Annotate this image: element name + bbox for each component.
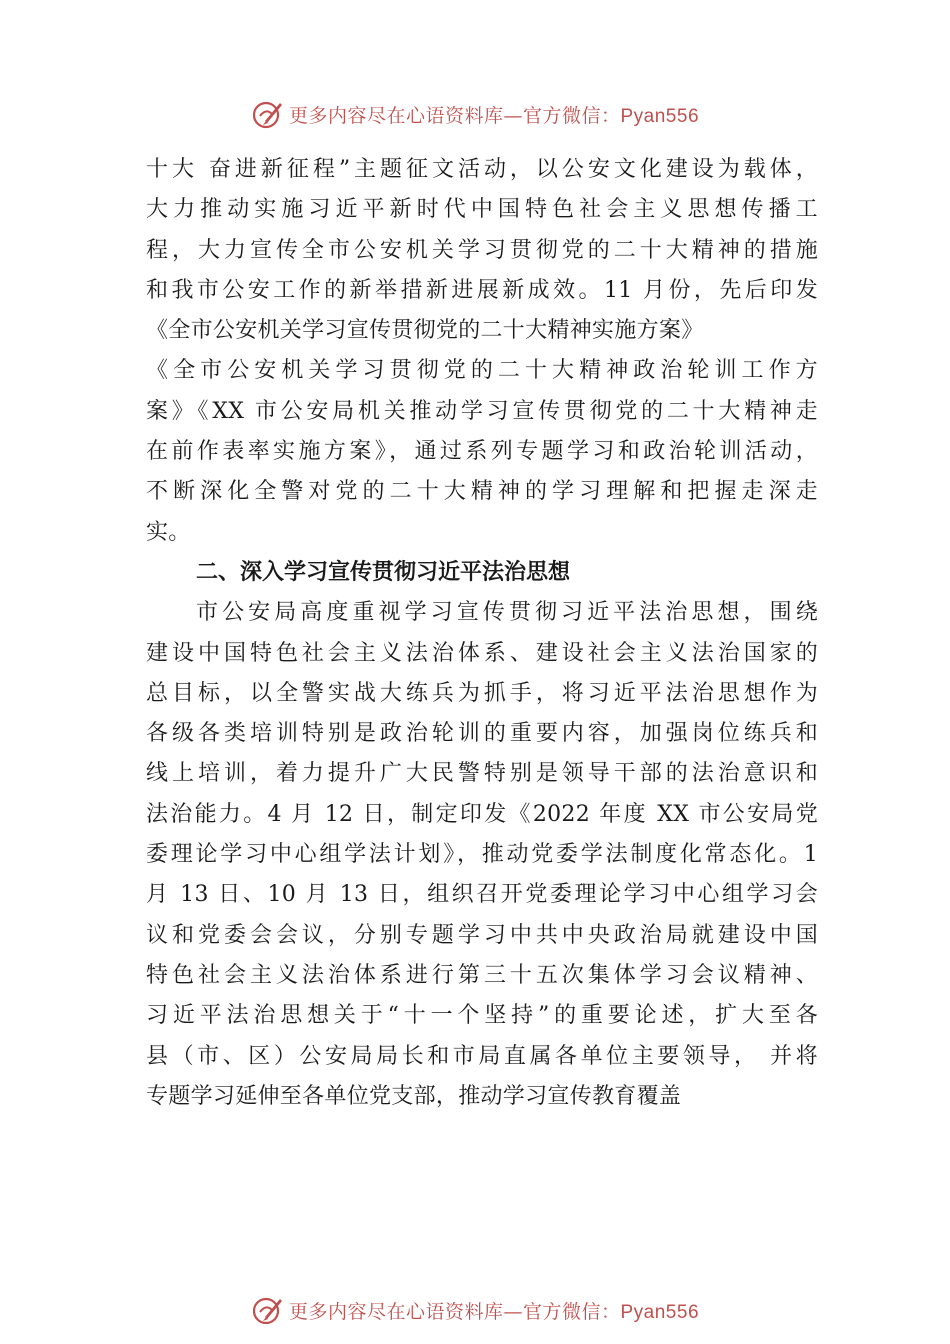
footer-banner <box>0 1288 950 1332</box>
header-site-name: 更多内容尽在心语资料库 <box>288 104 504 127</box>
footer-wechat-label: 官方微信： <box>522 1300 621 1323</box>
fountain-pen-heart-icon <box>251 97 285 131</box>
text-line: 习近平法治思想关于“十一个坚持”的重要论述，扩大至各 <box>146 1003 818 1029</box>
text-line: 十大 奋进新征程”主题征文活动，以公安文化建设为载体， <box>146 157 818 182</box>
paragraph-1 <box>146 150 818 553</box>
header-banner <box>0 92 950 136</box>
paragraph-2 <box>146 593 818 1117</box>
text-line: 各级各类培训特别是政治轮训的重要内容，加强岗位练兵和 <box>146 721 818 747</box>
text-line: 程，大力宣传全市公安机关学习贯彻党的二十大精神的措施 <box>146 237 818 263</box>
header-wechat-id: Pyan556 <box>620 105 700 127</box>
text-line: 在前作表率实施方案》，通过系列专题学习和政治轮训活动， <box>146 439 818 465</box>
footer-banner-text <box>289 1297 699 1324</box>
text-line: 议和党委会会议，分别专题学习中共中央政治局就建设中国 <box>146 922 818 948</box>
text-line: 《全市公安机关学习宣传贯彻党的二十大精神实施方案》 <box>146 318 704 344</box>
header-dash: — <box>503 104 523 127</box>
text-line: 建设中国特色社会主义法治体系、建设社会主义法治国家的 <box>146 640 818 666</box>
text-line: 实。 <box>146 519 191 545</box>
text-line: 月 13 日、10 月 13 日，组织召开党委理论学习中心组学习会 <box>146 882 818 908</box>
text-line: 不断深化全警对党的二十大精神的学习理解和把握走深走 <box>146 479 818 505</box>
text-line: 县（市、区）公安局局长和市局直属各单位主要领导， 并将 <box>146 1043 818 1069</box>
footer-dash: — <box>503 1300 523 1323</box>
footer-wechat-id: Pyan556 <box>620 1301 700 1323</box>
header-wechat-label: 官方微信： <box>522 104 621 127</box>
text-line: 和我市公安工作的新举措新进展新成效。11 月份，先后印发 <box>146 277 818 303</box>
text-line: 特色社会主义法治体系进行第三十五次集体学习会议精神、 <box>146 962 818 988</box>
text-line: 大力推动实施习近平新时代中国特色社会主义思想传播工 <box>146 197 818 223</box>
section-heading: 二、深入学习宣传贯彻习近平法治思想 <box>196 559 571 585</box>
document-body <box>146 150 818 1117</box>
text-line: 委理论学习中心组学法计划》，推动党委学法制度化常态化。1 <box>146 842 818 868</box>
text-line: 市公安局高度重视学习宣传贯彻习近平法治思想，围绕 <box>196 600 818 626</box>
footer-site-name: 更多内容尽在心语资料库 <box>288 1300 504 1323</box>
fountain-pen-heart-icon <box>251 1293 285 1327</box>
header-banner-text <box>289 101 699 128</box>
text-line: 专题学习延伸至各单位党支部，推动学习宣传教育覆盖 <box>146 1083 682 1109</box>
text-line: 总目标，以全警实战大练兵为抓手，将习近平法治思想作为 <box>146 680 818 706</box>
text-line: 案》《XX 市公安局机关推动学习宣传贯彻党的二十大精神走 <box>146 398 818 424</box>
text-line: 线上培训，着力提升广大民警特别是领导干部的法治意识和 <box>146 761 818 787</box>
text-line: 《全市公安机关学习贯彻党的二十大精神政治轮训工作方 <box>146 358 818 384</box>
text-line: 法治能力。4 月 12 日，制定印发《2022 年度 XX 市公安局党 <box>146 801 818 827</box>
